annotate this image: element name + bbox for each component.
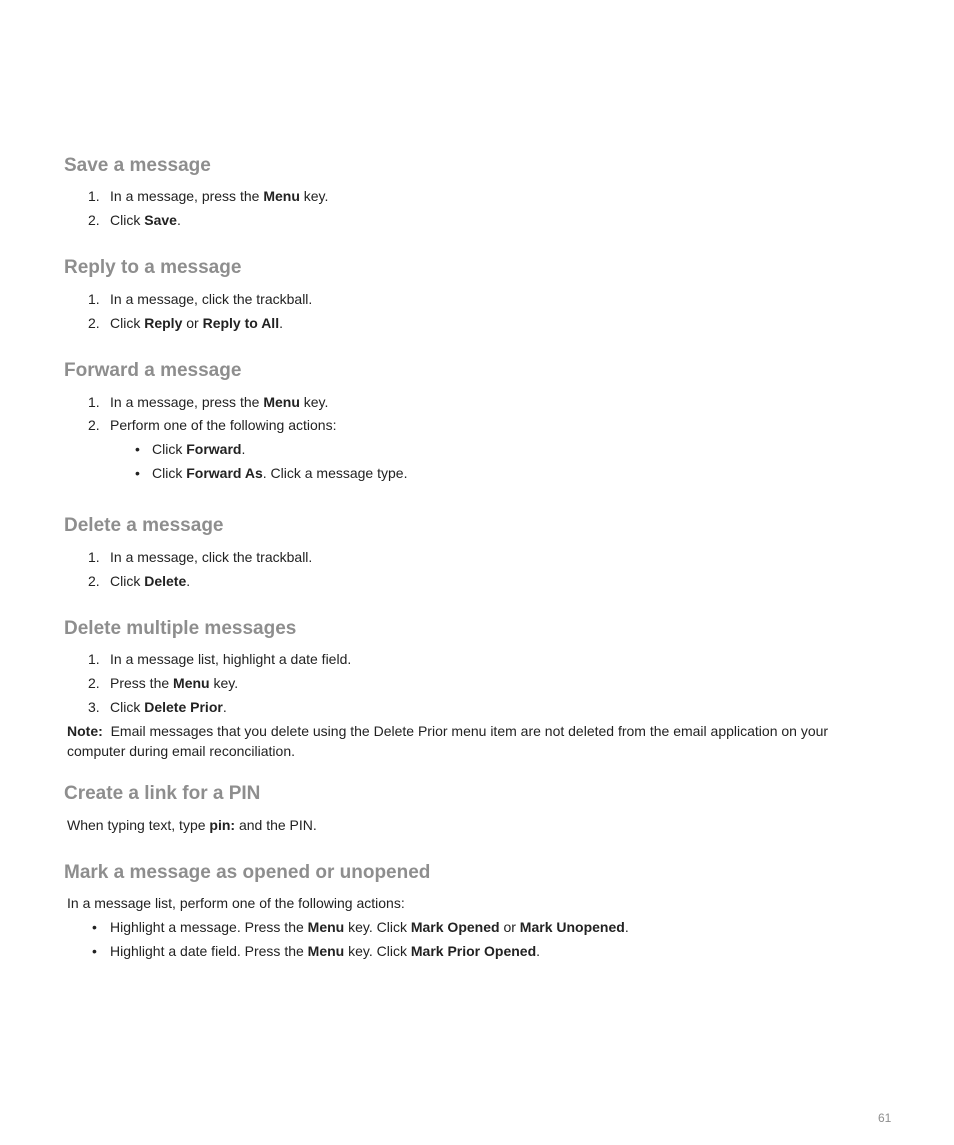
forward-step-1: In a message, press the Menu key. [110,394,329,410]
heading-reply-message: Reply to a message [64,257,242,278]
forward-option-1: Click Forward. [152,441,246,457]
reply-step-1: In a message, click the trackball. [110,291,313,307]
forward-option-2: Click Forward As. Click a message type. [152,465,408,481]
mark-intro: In a message list, perform one of the following actions: [67,895,405,911]
step-number: 1. [88,394,100,410]
heading-mark-message: Mark a message as opened or unopened [64,862,431,883]
step-number: 2. [88,212,100,228]
heading-delete-multiple: Delete multiple messages [64,618,297,639]
delete-step-2: Click Delete. [110,573,191,589]
note [67,721,887,761]
delete-step-1: In a message, click the trackball. [110,549,313,565]
note-text: Email messages that you delete using the Delete Prior menu item are not deleted from the email application on your computer during email reconciliation. [67,723,829,759]
mark-option-2: Highlight a date field. Press the Menu key. Click Mark Prior Opened. [110,943,541,959]
pin-instruction: When typing text, type pin: and the PIN. [67,817,317,833]
step-number: 1. [88,291,100,307]
bullet-icon: • [135,441,140,457]
note-label: Note: [67,723,103,739]
step-number: 2. [88,417,100,433]
bullet-icon: • [135,465,140,481]
save-step-1: In a message, press the Menu key. [110,188,329,204]
step-number: 2. [88,315,100,331]
page-number: 61 [878,1111,892,1125]
heading-save-message: Save a message [64,155,211,176]
heading-pin-link: Create a link for a PIN [64,783,261,804]
delete-multiple-step-2: Press the Menu key. [110,675,239,691]
bullet-icon: • [92,919,97,935]
step-number: 1. [88,549,100,565]
heading-forward-message: Forward a message [64,360,242,381]
heading-delete-message: Delete a message [64,515,224,536]
delete-multiple-step-3: Click Delete Prior. [110,699,227,715]
step-number: 1. [88,651,100,667]
forward-step-2: Perform one of the following actions: [110,417,337,433]
reply-step-2: Click Reply or Reply to All. [110,315,283,331]
step-number: 2. [88,675,100,691]
save-step-2: Click Save. [110,212,181,228]
delete-multiple-step-1: In a message list, highlight a date field. [110,651,352,667]
bullet-icon: • [92,943,97,959]
step-number: 1. [88,188,100,204]
step-number: 2. [88,573,100,589]
step-number: 3. [88,699,100,715]
mark-option-1: Highlight a message. Press the Menu key. Click Mark Opened or Mark Unopened. [110,919,629,935]
